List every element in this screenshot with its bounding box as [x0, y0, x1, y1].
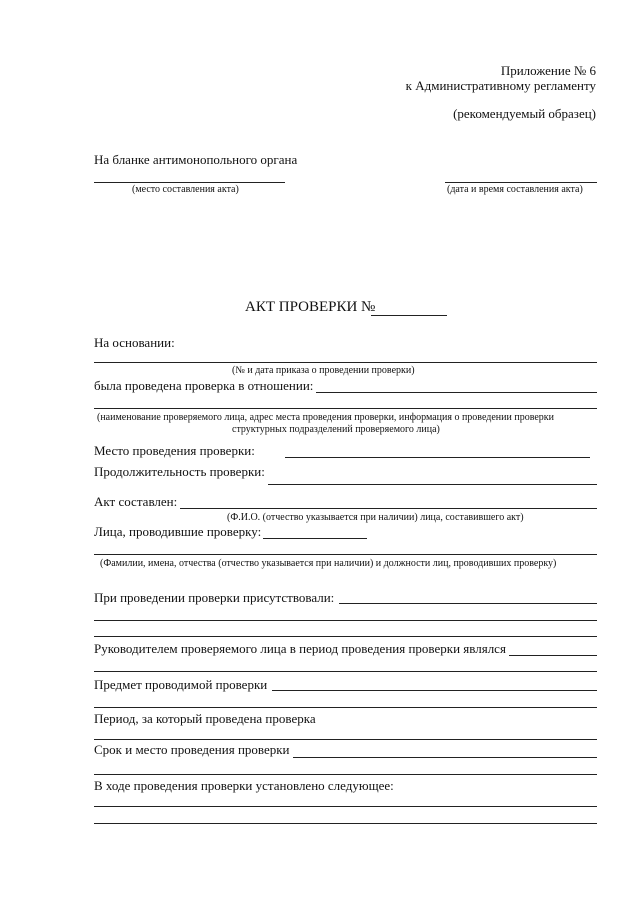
appendix-number: Приложение № 6 [500, 63, 596, 78]
head-line-2 [94, 671, 597, 672]
period-line [94, 739, 597, 740]
present-line-2 [94, 620, 597, 621]
basis-caption: (№ и дата приказа о проведении проверки) [232, 365, 415, 376]
place-label: Место проведения проверки: [94, 443, 255, 458]
present-label: При проведении проверки присутствовали: [94, 590, 335, 605]
subject-label: была проведена проверка в отношении: [94, 378, 314, 393]
findings-label: В ходе проведения проверки установлено следующее: [94, 778, 394, 793]
subject-line-1 [316, 392, 597, 393]
datetime-line [445, 182, 597, 183]
present-line-3 [94, 636, 597, 637]
subject-caption-1: (наименование проверяемого лица, адрес места проведения проверки, информация о проведении проверки [97, 412, 555, 423]
compiled-caption: (Ф.И.О. (отчество указывается при наличии) лица, составившего акт) [227, 512, 524, 523]
duration-label: Продолжительность проверки: [94, 464, 265, 479]
place-input-line [285, 457, 590, 458]
topic-label: Предмет проводимой проверки [94, 677, 268, 692]
datetime-caption: (дата и время составления акта) [447, 184, 583, 195]
compiled-line [180, 508, 597, 509]
compiled-label: Акт составлен: [94, 494, 178, 509]
place-caption: (место составления акта) [132, 184, 239, 195]
subject-caption-2: структурных подразделений проверяемого лица) [232, 424, 440, 435]
duration-line [268, 484, 597, 485]
basis-line [94, 362, 597, 363]
inspectors-line-1 [263, 538, 367, 539]
topic-line-2 [94, 707, 597, 708]
findings-line-2 [94, 823, 597, 824]
term-line-2 [94, 774, 597, 775]
regulation-reference: к Административному регламенту [405, 78, 596, 93]
term-label: Срок и место проведения проверки [94, 742, 290, 757]
inspectors-line-2 [94, 554, 597, 555]
sample-note: (рекомендуемый образец) [453, 106, 596, 121]
findings-line-1 [94, 806, 597, 807]
subject-line-2 [94, 408, 597, 409]
place-line [94, 182, 285, 183]
period-label: Период, за который проведена проверка [94, 711, 316, 726]
inspectors-caption: (Фамилии, имена, отчества (отчество указывается при наличии) и должности лиц, проводивших проверку) [100, 558, 557, 569]
act-title: АКТ ПРОВЕРКИ № [245, 299, 376, 315]
term-line-1 [293, 757, 597, 758]
topic-line-1 [272, 690, 597, 691]
head-line-1 [509, 655, 597, 656]
basis-label: На основании: [94, 335, 175, 350]
inspectors-label: Лица, проводившие проверку: [94, 524, 262, 539]
act-number-line [371, 315, 447, 316]
present-line-1 [339, 603, 597, 604]
letterhead-note: На бланке антимонопольного органа [94, 152, 298, 167]
head-label: Руководителем проверяемого лица в период проведения проверки являлся [94, 641, 506, 656]
